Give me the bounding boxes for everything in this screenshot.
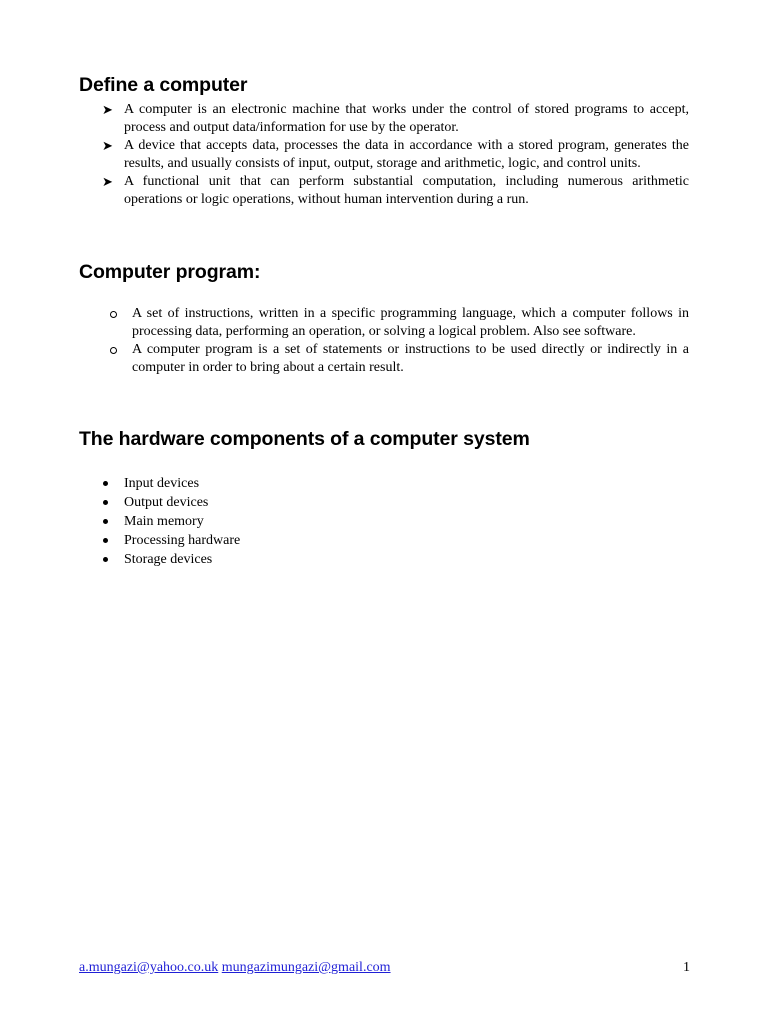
heading-define-computer: Define a computer bbox=[79, 74, 248, 96]
page-footer bbox=[79, 959, 690, 977]
heading-hardware-components: The hardware components of a computer system bbox=[79, 428, 530, 450]
list-item-text: Input devices bbox=[124, 476, 200, 491]
email-link-gmail[interactable]: mungazimungazi@gmail.com bbox=[221, 960, 391, 975]
list-item-text: A device that accepts data, processes the data in accordance with a stored program, generates the results, and usually consists of input, output, storage and arithmetic, logic, and control units. bbox=[124, 138, 689, 171]
page-number: 1 bbox=[683, 960, 690, 975]
list-item bbox=[124, 512, 424, 531]
list-item bbox=[124, 493, 424, 512]
heading-computer-program: Computer program: bbox=[79, 261, 261, 283]
list-item-text: Output devices bbox=[124, 495, 209, 510]
list-item bbox=[102, 101, 689, 137]
list-item-text: Storage devices bbox=[124, 552, 213, 567]
arrowhead-bullet-icon: ➤ bbox=[102, 138, 113, 153]
list-item-text: A computer is an electronic machine that works under the control of stored programs to accept, process and output data/information for use by the operator. bbox=[124, 102, 689, 135]
filled-circle-bullet-icon bbox=[103, 557, 108, 562]
list-item-text: A computer program is a set of statements or instructions to be used directly or indirectly in a computer in order to bring about a certain result. bbox=[132, 342, 689, 375]
list-item bbox=[124, 550, 424, 569]
program-list bbox=[132, 305, 689, 377]
filled-circle-bullet-icon bbox=[103, 519, 108, 524]
definition-list bbox=[102, 101, 689, 209]
list-item bbox=[132, 341, 689, 377]
filled-circle-bullet-icon bbox=[103, 538, 108, 543]
filled-circle-bullet-icon bbox=[103, 481, 108, 486]
hollow-circle-bullet-icon bbox=[110, 311, 117, 318]
list-item-text: Main memory bbox=[124, 514, 204, 529]
arrowhead-bullet-icon: ➤ bbox=[102, 102, 113, 117]
list-item bbox=[102, 137, 689, 173]
hardware-list bbox=[124, 474, 424, 569]
list-item bbox=[124, 531, 424, 550]
filled-circle-bullet-icon bbox=[103, 500, 108, 505]
list-item-text: A set of instructions, written in a specific programming language, which a computer follows in processing data, performing an operation, or solving a logical problem. Also see software. bbox=[132, 306, 689, 339]
email-link-yahoo[interactable]: a.mungazi@yahoo.co.uk bbox=[79, 960, 219, 975]
list-item bbox=[124, 474, 424, 493]
list-item-text: A functional unit that can perform substantial computation, including numerous arithmetic operations or logic operations, without human intervention during a run. bbox=[124, 174, 689, 207]
arrowhead-bullet-icon: ➤ bbox=[102, 174, 113, 189]
list-item bbox=[102, 173, 689, 209]
list-item-text: Processing hardware bbox=[124, 533, 241, 548]
hollow-circle-bullet-icon bbox=[110, 347, 117, 354]
list-item bbox=[132, 305, 689, 341]
